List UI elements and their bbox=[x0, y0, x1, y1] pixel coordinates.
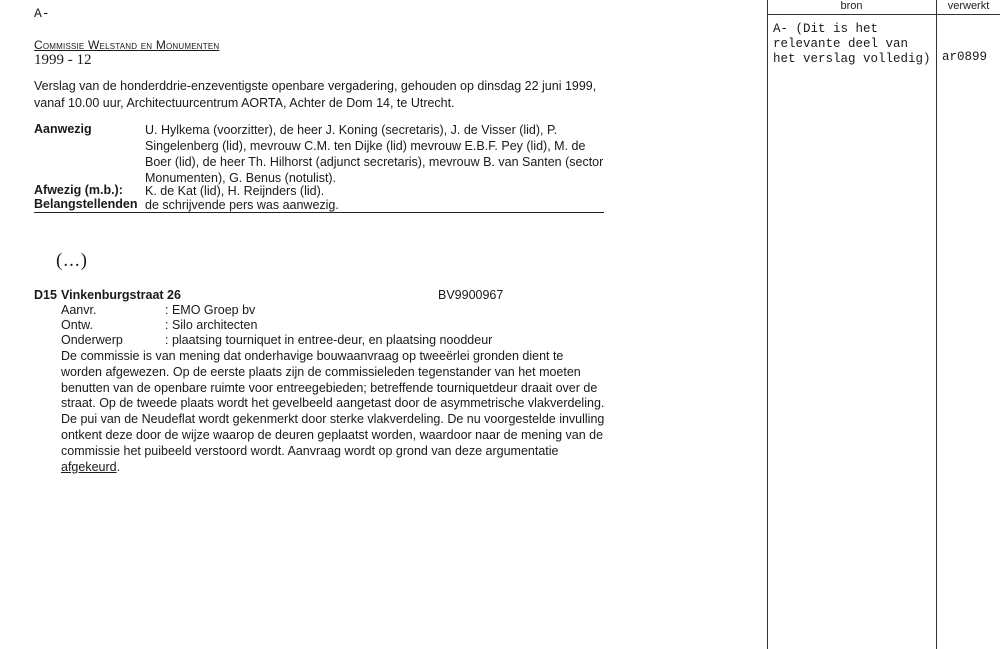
item-reference: BV9900967 bbox=[438, 288, 504, 302]
interested-text: de schrijvende pers was aanwezig. bbox=[145, 198, 339, 212]
document-marker: A- bbox=[34, 6, 50, 21]
decision-body: De commissie is van mening dat onderhavige bouwaanvraag op tweeërlei gronden dient te worden afgewezen. Op de eerste plaats zijn de commissieleden tegenstander van het moeten benutten van de openbare ruimte voor entreegebieden; betreffende tourniquetdeur draait over de straat. Op de tweede plaats wordt het gevelbeeld aangetast door de asymmetrische vlakverdeling. De pui van de Neudeflat wordt gekenmerkt door sterke vlakverdeling. De nu voorgestelde invulling ontkent deze door de wijze waarop de deuren geplaatst worden, waardoor naar de mening van de commissie het puibeeld verstoord wordt. Aanvraag wordt op grond van deze argumentatie bbox=[61, 349, 605, 458]
column-divider-right bbox=[936, 0, 937, 649]
verwerkt-column-header: verwerkt bbox=[947, 0, 990, 12]
verwerkt-code: ar0899 bbox=[942, 50, 988, 64]
item-title: Vinkenburgstraat 26 bbox=[61, 288, 181, 302]
item-decision-text bbox=[61, 349, 606, 475]
designer-label: Ontw. bbox=[61, 318, 93, 332]
applicant-label: Aanvr. bbox=[61, 303, 97, 317]
decision-end: . bbox=[116, 459, 121, 474]
bron-column-header: bron bbox=[840, 0, 863, 12]
attendance-divider bbox=[34, 212, 604, 213]
interested-label: Belangstellenden bbox=[34, 197, 138, 211]
document-number: 1999 - 12 bbox=[34, 52, 92, 68]
bron-note: A- (Dit is het relevante deel van het verslag volledig) bbox=[773, 22, 931, 66]
omission-marker: (...) bbox=[56, 250, 88, 271]
item-code: D15 bbox=[34, 288, 57, 302]
column-divider-left bbox=[767, 0, 768, 649]
decision-verdict: afgekeurd bbox=[61, 459, 117, 474]
present-label: Aanwezig bbox=[34, 122, 92, 136]
subject-value: : plaatsing tourniquet in entree-deur, en plaatsing nooddeur bbox=[165, 333, 493, 347]
absent-list: K. de Kat (lid), H. Reijnders (lid). bbox=[145, 184, 325, 198]
applicant-value: : EMO Groep bv bbox=[165, 303, 256, 317]
subject-label: Onderwerp bbox=[61, 333, 123, 347]
absent-label: Afwezig (m.b.): bbox=[34, 183, 123, 197]
commission-name: Commissie Welstand en Monumenten bbox=[34, 38, 220, 52]
column-header-rule bbox=[767, 14, 1000, 15]
designer-value: : Silo architecten bbox=[165, 318, 258, 332]
present-list: U. Hylkema (voorzitter), de heer J. Koning (secretaris), J. de Visser (lid), P. Singelenberg (lid), mevrouw C.M. ten Dijke (lid) mevrouw E.B.F. Pey (lid), M. de Boer (lid), de heer Th. Hilhorst (adjunct secretaris), mevrouw B. van Santen (sector Monumenten), G. Benus (notulist). bbox=[145, 123, 604, 185]
meeting-intro: Verslag van de honderddrie-enzeventigste openbare vergadering, gehouden op dinsdag 22 juni 1999, vanaf 10.00 uur, Architectuurcentrum AORTA, Achter de Dom 14, te Utrecht. bbox=[34, 79, 597, 110]
